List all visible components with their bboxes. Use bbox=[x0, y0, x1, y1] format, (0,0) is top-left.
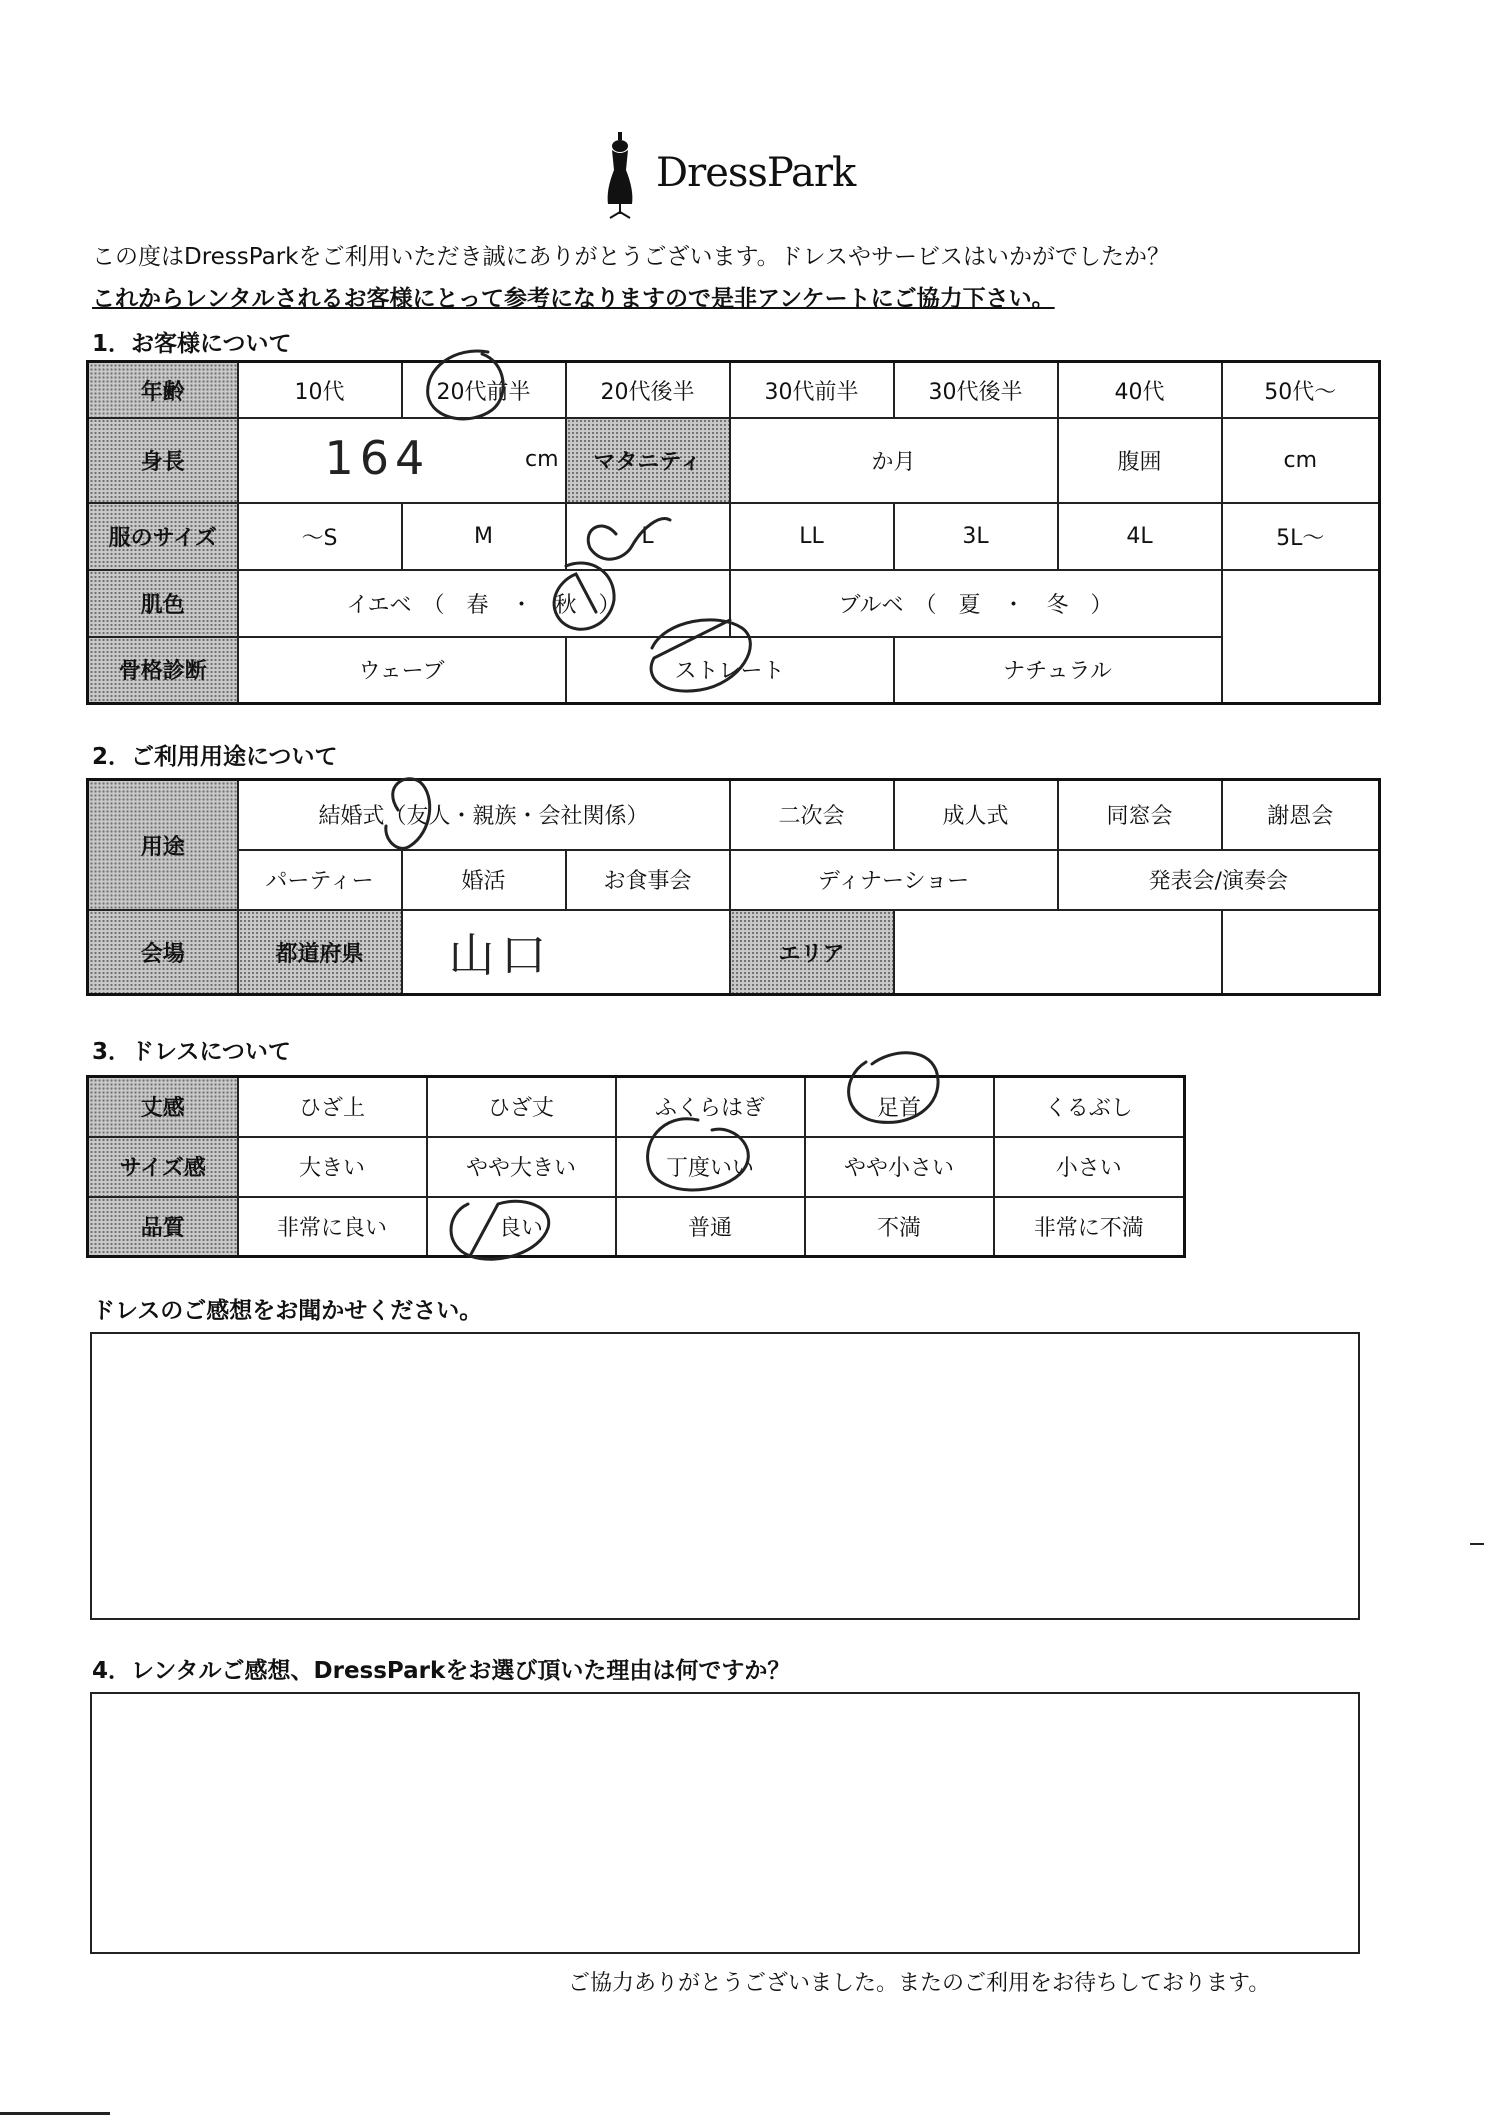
section4-title: 4．レンタルご感想、DressParkをお選び頂いた理由は何ですか？ bbox=[92, 1658, 791, 1684]
dresspark-logo bbox=[600, 130, 900, 220]
scan-edge-mark bbox=[1470, 1543, 1484, 1545]
intro-request: これからレンタルされるお客様にとって参考になりますので是非アンケートにご協力下さい。 bbox=[92, 286, 1055, 312]
length-row bbox=[88, 1077, 1185, 1137]
fit-label: サイズ感 bbox=[88, 1137, 238, 1197]
fit-row bbox=[88, 1137, 1185, 1197]
usage-option[interactable]: パーティー bbox=[238, 850, 402, 910]
maternity-months-field[interactable]: か月 bbox=[730, 418, 1058, 503]
skin-row bbox=[88, 570, 1380, 637]
fit-option[interactable]: 大きい bbox=[238, 1137, 427, 1197]
dress-comment-box[interactable] bbox=[90, 1332, 1360, 1620]
quality-option[interactable]: 普通 bbox=[616, 1197, 805, 1257]
dress-mannequin-icon bbox=[600, 130, 640, 220]
size-option[interactable]: 3L bbox=[894, 503, 1058, 570]
usage-row1 bbox=[88, 780, 1380, 850]
usage-table bbox=[86, 778, 1381, 996]
age-option[interactable]: 20代後半 bbox=[566, 362, 730, 419]
age-option[interactable]: 20代前半 bbox=[402, 362, 566, 419]
height-field[interactable] bbox=[238, 418, 566, 503]
quality-option[interactable]: 非常に良い bbox=[238, 1197, 427, 1257]
size-row bbox=[88, 503, 1380, 570]
frame-label: 骨格診断 bbox=[88, 637, 238, 704]
skin-label: 肌色 bbox=[88, 570, 238, 637]
age-row bbox=[88, 362, 1380, 419]
size-option[interactable]: M bbox=[402, 503, 566, 570]
size-label: 服のサイズ bbox=[88, 503, 238, 570]
section2-title: 2．ご利用用途について bbox=[92, 744, 338, 770]
fit-option[interactable]: やや大きい bbox=[427, 1137, 616, 1197]
age-option[interactable]: 30代後半 bbox=[894, 362, 1058, 419]
usage-row2 bbox=[88, 850, 1380, 910]
quality-option[interactable]: 良い bbox=[427, 1197, 616, 1257]
area-label: エリア bbox=[730, 910, 894, 994]
waist-field[interactable]: cm bbox=[1222, 418, 1380, 503]
customer-info-table bbox=[86, 360, 1381, 705]
prefecture-value: 山口 bbox=[448, 928, 553, 983]
area-field[interactable] bbox=[894, 910, 1222, 994]
intro-thanks: この度はDressParkをご利用いただき誠にありがとうございます。ドレスやサービスはいかがでしたか？ bbox=[92, 244, 1170, 270]
frame-option[interactable]: ウェーブ bbox=[238, 637, 566, 704]
age-option[interactable]: 30代前半 bbox=[730, 362, 894, 419]
height-unit: cm bbox=[524, 447, 559, 473]
age-option[interactable]: 10代 bbox=[238, 362, 402, 419]
size-option[interactable]: L bbox=[566, 503, 730, 570]
usage-wedding[interactable]: 結婚式（友人・親族・会社関係） bbox=[238, 780, 730, 850]
length-option[interactable]: くるぶし bbox=[994, 1077, 1185, 1137]
length-option[interactable]: ひざ丈 bbox=[427, 1077, 616, 1137]
height-label: 身長 bbox=[88, 418, 238, 503]
frame-option[interactable]: ストレート bbox=[566, 637, 894, 704]
venue-row bbox=[88, 910, 1380, 994]
reason-answer-box[interactable] bbox=[90, 1692, 1360, 1954]
quality-label: 品質 bbox=[88, 1197, 238, 1257]
usage-option[interactable]: 謝恩会 bbox=[1222, 780, 1380, 850]
quality-option[interactable]: 不満 bbox=[805, 1197, 994, 1257]
venue-label: 会場 bbox=[88, 910, 238, 994]
skin-yellow-base[interactable]: イエベ （ 春 ・ 秋 ） bbox=[238, 570, 730, 637]
scan-edge-mark bbox=[0, 2112, 110, 2115]
quality-option[interactable]: 非常に不満 bbox=[994, 1197, 1185, 1257]
size-option[interactable]: 4L bbox=[1058, 503, 1222, 570]
size-option[interactable]: LL bbox=[730, 503, 894, 570]
prefecture-field[interactable] bbox=[402, 910, 730, 994]
height-row bbox=[88, 418, 1380, 503]
length-label: 丈感 bbox=[88, 1077, 238, 1137]
usage-option[interactable]: 同窓会 bbox=[1058, 780, 1222, 850]
brand-name: DressPark bbox=[656, 150, 856, 196]
fit-option[interactable]: 丁度いい bbox=[616, 1137, 805, 1197]
section3-title: 3．ドレスについて bbox=[92, 1039, 291, 1065]
closing-message: ご協力ありがとうございました。またのご利用をお待ちしております。 bbox=[568, 1971, 1271, 1996]
age-option[interactable]: 40代 bbox=[1058, 362, 1222, 419]
quality-row bbox=[88, 1197, 1185, 1257]
height-value: 164 bbox=[324, 431, 431, 486]
usage-option[interactable]: 婚活 bbox=[402, 850, 566, 910]
length-option[interactable]: ふくらはぎ bbox=[616, 1077, 805, 1137]
fit-option[interactable]: 小さい bbox=[994, 1137, 1185, 1197]
maternity-label: マタニティ bbox=[566, 418, 730, 503]
dress-table bbox=[86, 1075, 1186, 1258]
usage-option[interactable]: 成人式 bbox=[894, 780, 1058, 850]
frame-option[interactable]: ナチュラル bbox=[894, 637, 1222, 704]
purpose-label: 用途 bbox=[88, 780, 238, 911]
age-label: 年齢 bbox=[88, 362, 238, 419]
dress-comment-prompt: ドレスのご感想をお聞かせください。 bbox=[92, 1298, 483, 1324]
usage-option[interactable]: お食事会 bbox=[566, 850, 730, 910]
usage-option[interactable]: ディナーショー bbox=[730, 850, 1058, 910]
waist-label: 腹囲 bbox=[1058, 418, 1222, 503]
length-option[interactable]: 足首 bbox=[805, 1077, 994, 1137]
length-option[interactable]: ひざ上 bbox=[238, 1077, 427, 1137]
usage-option[interactable]: 二次会 bbox=[730, 780, 894, 850]
size-option[interactable]: ～S bbox=[238, 503, 402, 570]
usage-option[interactable]: 発表会/演奏会 bbox=[1058, 850, 1380, 910]
size-option[interactable]: 5L～ bbox=[1222, 503, 1380, 570]
fit-option[interactable]: やや小さい bbox=[805, 1137, 994, 1197]
section1-title: 1．お客様について bbox=[92, 331, 292, 357]
prefecture-label: 都道府県 bbox=[238, 910, 402, 994]
skin-blue-base[interactable]: ブルベ （ 夏 ・ 冬 ） bbox=[730, 570, 1222, 637]
frame-row bbox=[88, 637, 1380, 704]
age-option[interactable]: 50代～ bbox=[1222, 362, 1380, 419]
